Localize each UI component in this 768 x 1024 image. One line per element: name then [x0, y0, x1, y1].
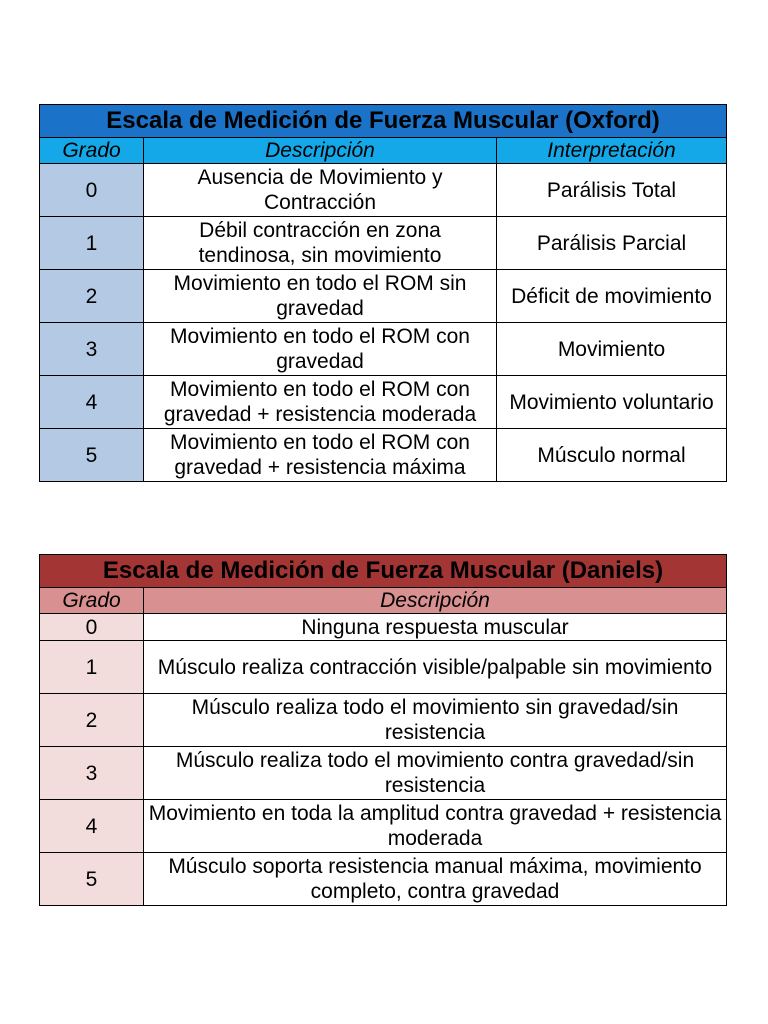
table-row [40, 164, 727, 217]
grade-cell: 4 [40, 376, 144, 429]
table-row [40, 641, 727, 694]
description-cell: Músculo realiza todo el movimiento sin gravedad/sin resistencia [144, 694, 727, 747]
table-row [40, 853, 727, 906]
daniels-header-description: Descripción [144, 588, 727, 614]
description-cell: Músculo realiza todo el movimiento contra gravedad/sin resistencia [144, 747, 727, 800]
grade-cell: 1 [40, 217, 144, 270]
description-cell: Movimiento en toda la amplitud contra gravedad + resistencia moderada [144, 800, 727, 853]
table-row [40, 217, 727, 270]
oxford-header-description: Descripción [144, 138, 497, 164]
table-row [40, 694, 727, 747]
grade-cell: 2 [40, 270, 144, 323]
description-cell: Movimiento en todo el ROM sin gravedad [144, 270, 497, 323]
grade-cell: 2 [40, 694, 144, 747]
oxford-header-grade: Grado [40, 138, 144, 164]
description-cell: Músculo soporta resistencia manual máxima, movimiento completo, contra gravedad [144, 853, 727, 906]
interpretation-cell: Parálisis Parcial [497, 217, 727, 270]
grade-cell: 5 [40, 853, 144, 906]
oxford-table-title: Escala de Medición de Fuerza Muscular (Oxford) [40, 105, 727, 138]
table-row [40, 614, 727, 641]
interpretation-cell: Parálisis Total [497, 164, 727, 217]
table-row [40, 747, 727, 800]
table-row [40, 800, 727, 853]
description-cell: Movimiento en todo el ROM con gravedad + resistencia moderada [144, 376, 497, 429]
interpretation-cell: Movimiento voluntario [497, 376, 727, 429]
grade-cell: 4 [40, 800, 144, 853]
description-cell: Débil contracción en zona tendinosa, sin movimiento [144, 217, 497, 270]
daniels-table-title: Escala de Medición de Fuerza Muscular (Daniels) [40, 555, 727, 588]
oxford-scale-table [39, 104, 727, 482]
grade-cell: 1 [40, 641, 144, 694]
grade-cell: 3 [40, 747, 144, 800]
table-row [40, 270, 727, 323]
oxford-header-interpretation: Interpretación [497, 138, 727, 164]
grade-cell: 5 [40, 429, 144, 482]
interpretation-cell: Músculo normal [497, 429, 727, 482]
table-row [40, 323, 727, 376]
grade-cell: 0 [40, 614, 144, 641]
description-cell: Músculo realiza contracción visible/palpable sin movimiento [144, 641, 727, 694]
table-row [40, 376, 727, 429]
grade-cell: 0 [40, 164, 144, 217]
daniels-header-grade: Grado [40, 588, 144, 614]
daniels-scale-table [39, 554, 727, 906]
description-cell: Movimiento en todo el ROM con gravedad + resistencia máxima [144, 429, 497, 482]
interpretation-cell: Movimiento [497, 323, 727, 376]
interpretation-cell: Déficit de movimiento [497, 270, 727, 323]
table-row [40, 429, 727, 482]
description-cell: Ausencia de Movimiento y Contracción [144, 164, 497, 217]
description-cell: Ninguna respuesta muscular [144, 614, 727, 641]
grade-cell: 3 [40, 323, 144, 376]
description-cell: Movimiento en todo el ROM con gravedad [144, 323, 497, 376]
